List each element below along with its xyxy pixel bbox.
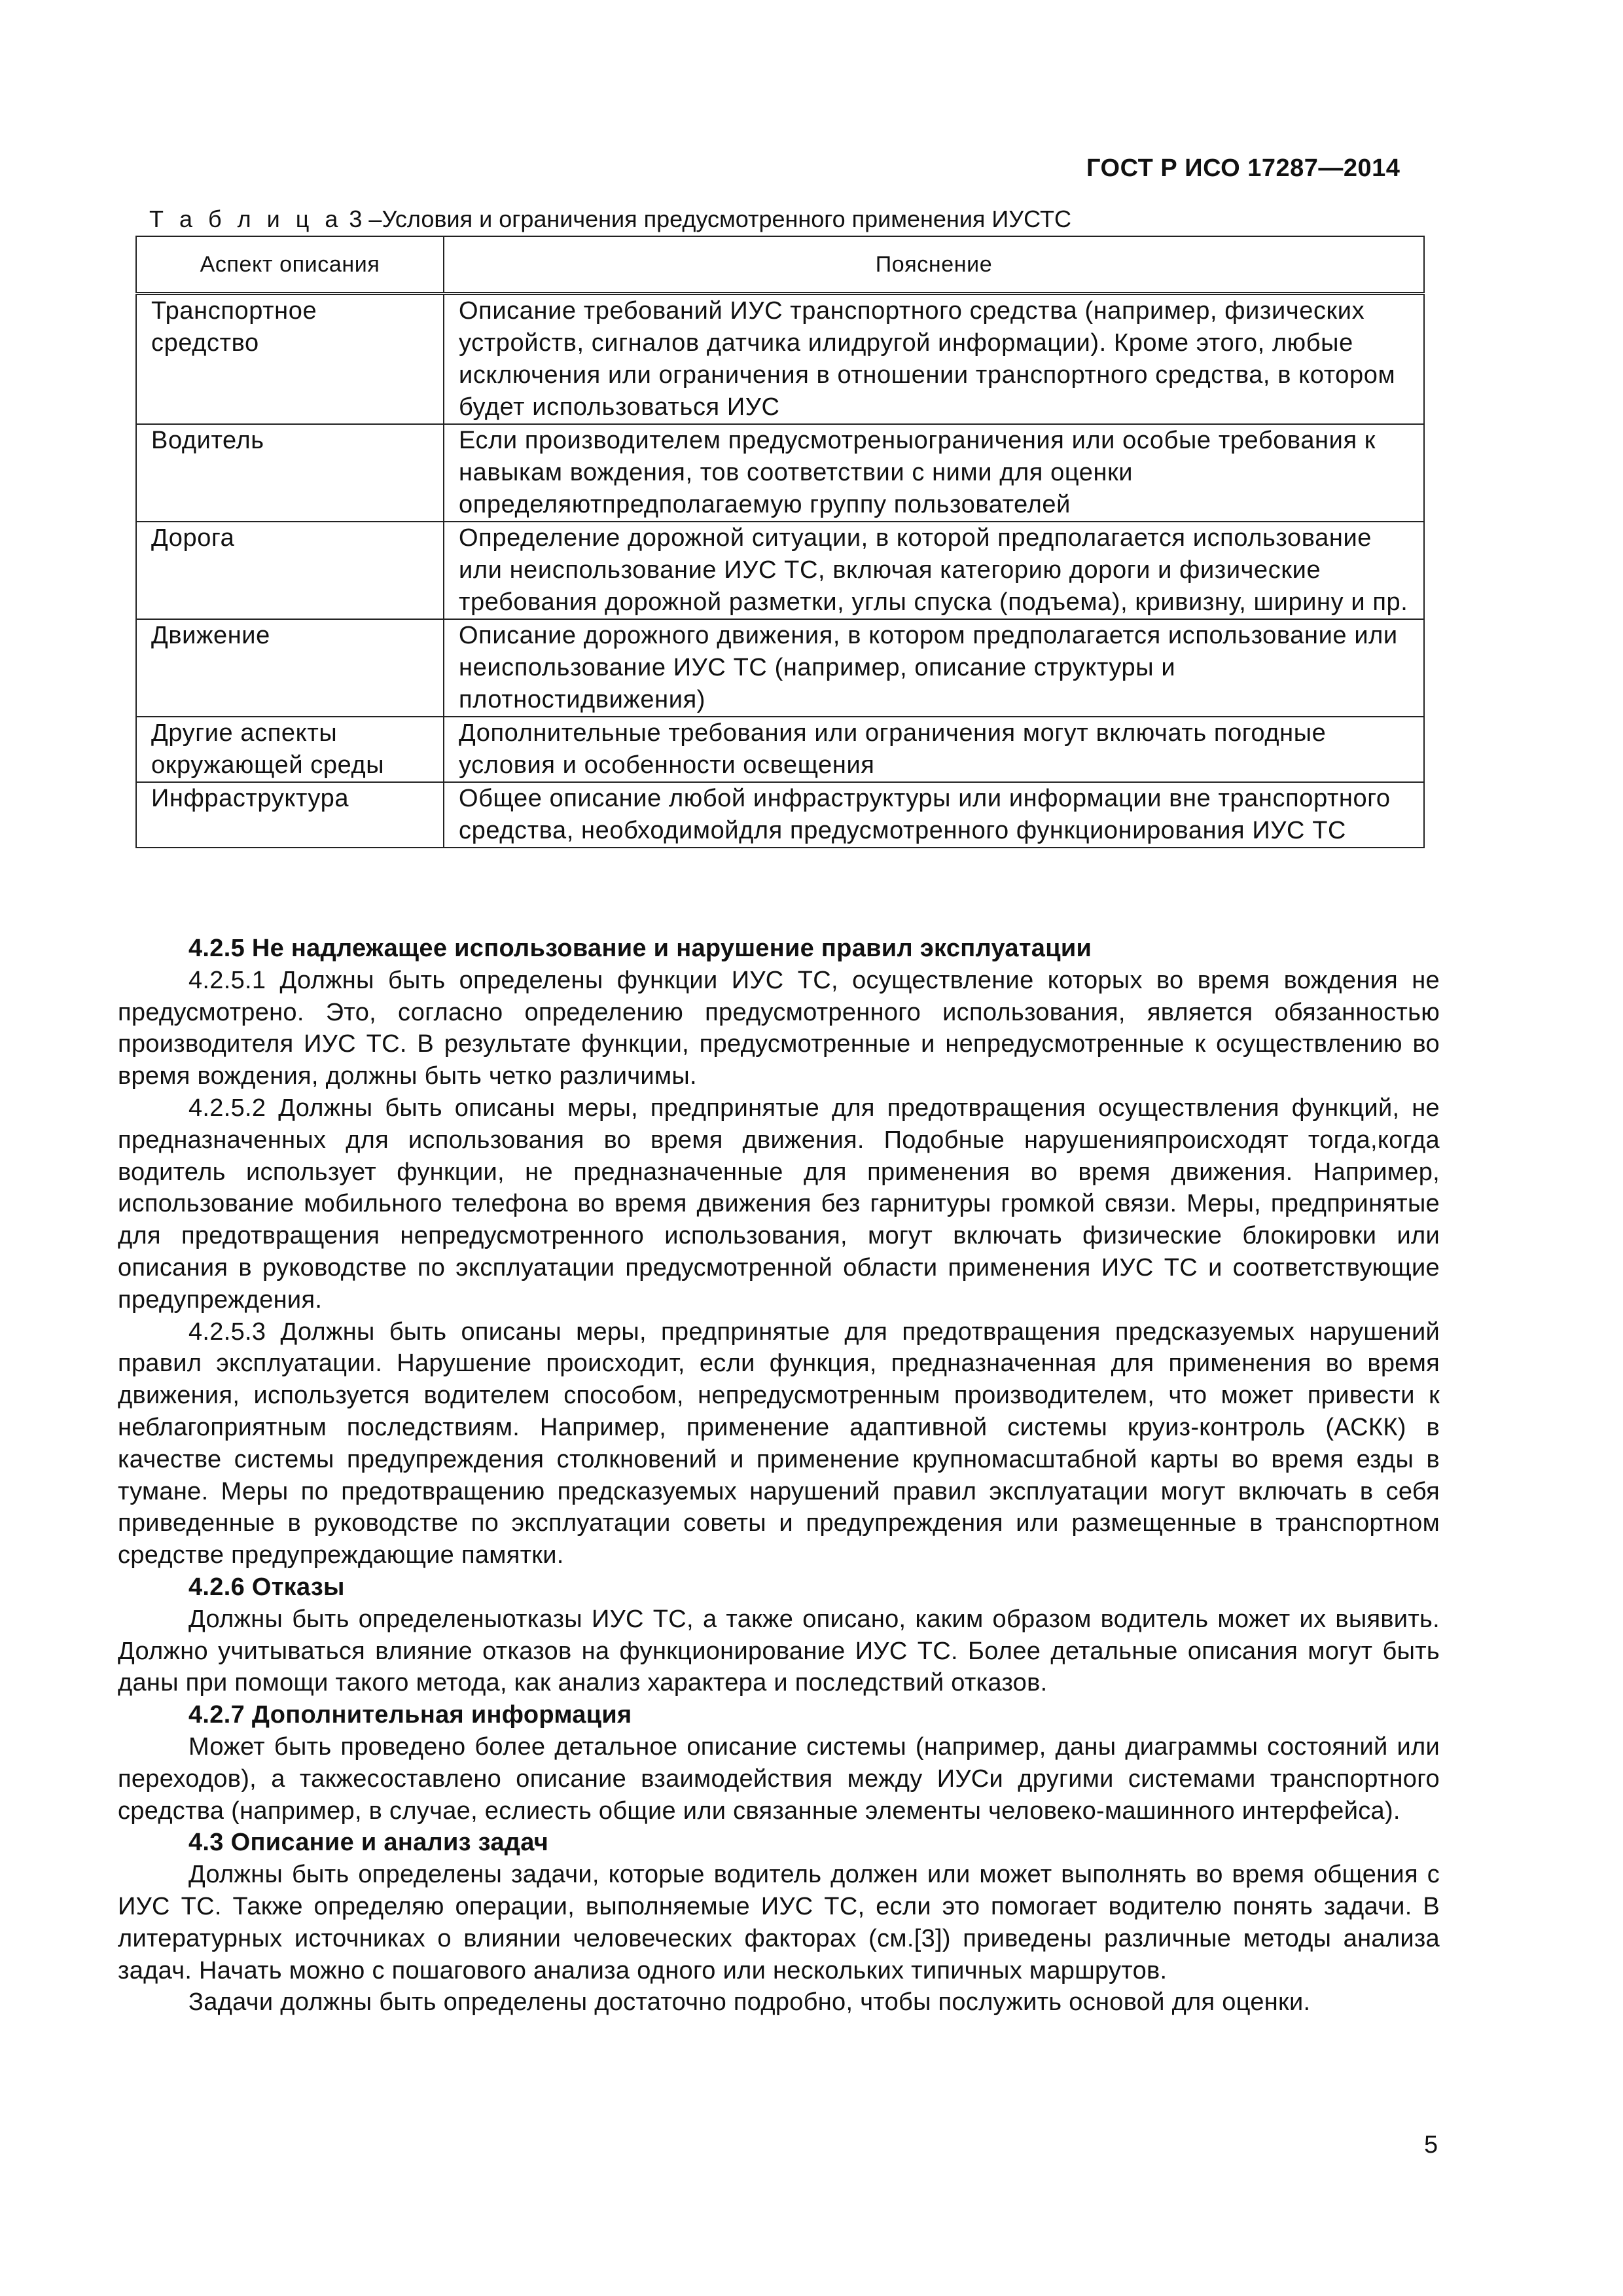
row-explanation-cell: Описание требований ИУС транспортного средства (например, физических устройств, сигналов датчика илидругой информации). Кроме этого, любые исключения или ограничения в отношении транспортного средства, в котором будет использоваться ИУС xyxy=(444,294,1424,425)
paragraph-4-2-7: Может быть проведено более детальное описание системы (например, даны диаграммы состояний или переходов), а такжесоставлено описание взаимодействия между ИУСи другими системами транспортного средства (например, в случае, еслиесть общие или связанные элементы человеко-машинного интерфейса). xyxy=(118,1732,1440,1825)
row-aspect-cell: Дорога xyxy=(136,522,444,619)
standard-code-header: ГОСТ Р ИСО 17287—2014 xyxy=(1086,154,1400,182)
body-text xyxy=(118,933,1440,2018)
row-explanation-cell: Дополнительные требования или ограничения могут включать погодные условия и особенности освещения xyxy=(444,717,1424,782)
table-row xyxy=(136,717,1424,782)
row-aspect-text: Транспортное средство xyxy=(151,297,317,357)
section-heading-4-2-6: 4.2.6 Отказы xyxy=(188,1573,345,1601)
paragraph-4-2-5-3: 4.2.5.3 Должны быть описаны меры, предпринятые для предотвращения предсказуемых нарушений правил эксплуатации. Нарушение происходит, если функция, предназначенная для применения во время движения, используется водителем способом, непредусмотренным производителем, что может привести к неблагоприятным последствиям. Например, применение адаптивной системы круиз-контроль (АСКК) в качестве системы предупреждения столкновений и применение крупномасштабной карты во время езды в тумане. Меры по предотвращению предсказуемых нарушений правил эксплуатации могут включать в себя приведенные в руководстве по эксплуатации советы и предупреждения или размещенные в транспортном средстве предупреждающие памятки. xyxy=(118,1318,1440,1570)
row-explanation-cell: Если производителем предусмотреныограничения или особые требования к навыкам вождения, тов соответствии с ними для оценки определяютпредполагаемую группу пользователей xyxy=(444,424,1424,522)
row-aspect-cell: Инфраструктура xyxy=(136,782,444,848)
page-number: 5 xyxy=(1424,2131,1438,2159)
paragraph-4-2-6: Должны быть определеныотказы ИУС ТС, а также описано, каким образом водитель может их выявить. Должно учитываться влияние отказов на функционирование ИУС ТС. Более детальные описания могут быть даны при помощи такого метода, как анализ характера и последствий отказов. xyxy=(118,1605,1440,1697)
row-aspect-cell: Движение xyxy=(136,619,444,717)
row-explanation-cell: Общее описание любой инфраструктуры или информации вне транспортного средства, необходимойдля предусмотренного функционирования ИУС ТС xyxy=(444,782,1424,848)
column-header-explanation: Пояснение xyxy=(444,236,1424,294)
paragraph-4-3-1: Должны быть определены задачи, которые водитель должен или может выполнять во время общения с ИУС ТС. Также определяю операции, выполняемые ИУС ТС, если это помогает водителю понять задачи. В литературных источниках о влиянии человеческих факторах (см.[3]) приведены различные методы анализа задач. Начать можно с пошагового анализа одного или нескольких типичных маршрутов. xyxy=(118,1861,1440,1984)
row-explanation-cell: Определение дорожной ситуации, в которой предполагается использование или неиспользование ИУС ТС, включая категорию дороги и физические требования дорожной разметки, углы спуска (подъема), кривизну, ширину и пр. xyxy=(444,522,1424,619)
table-caption-title: 3 –Условия и ограничения предусмотренного применения ИУСТС xyxy=(342,206,1071,232)
paragraph-4-3-2: Задачи должны быть определены достаточно подробно, чтобы послужить основой для оценки. xyxy=(188,1988,1311,2017)
row-explanation-cell: Описание дорожного движения, в котором предполагается использование или неиспользование ИУС ТС (например, описание структуры и плотностидвижения) xyxy=(444,619,1424,717)
table-row xyxy=(136,782,1424,848)
row-aspect-cell xyxy=(136,294,444,425)
paragraph-4-2-5-1: 4.2.5.1 Должны быть определены функции ИУС ТС, осуществление которых во время вождения не предусмотрено. Это, согласно определению предусмотренного использования, является обязанностью производителя ИУС ТС. В результате функции, предусмотренные и непредусмотренные к осуществлению во время вождения, должны быть четко различимы. xyxy=(118,966,1440,1090)
row-aspect-cell: Другие аспекты окружающей среды xyxy=(136,717,444,782)
table-row xyxy=(136,522,1424,619)
conditions-table xyxy=(135,236,1425,848)
section-heading-4-2-5: 4.2.5 Не надлежащее использование и нарушение правил эксплуатации xyxy=(188,935,1092,962)
section-heading-4-3: 4.3 Описание и анализ задач xyxy=(188,1829,549,1857)
section-heading-4-2-7: 4.2.7 Дополнительная информация xyxy=(188,1701,632,1729)
table-header-row xyxy=(136,236,1424,294)
table-row xyxy=(136,619,1424,717)
paragraph-4-2-5-2: 4.2.5.2 Должны быть описаны меры, предпринятые для предотвращения осуществления функций, не предназначенных для использования во время движения. Подобные нарушенияпроисходят тогда,когда водитель использует функции, не предназначенные для применения во время движения. Например, использование мобильного телефона во время движения без гарнитуры громкой связи. Меры, предпринятые для предотвращения непредусмотренного использования, могут включать физические блокировки или описания в руководстве по эксплуатации предусмотренной области применения ИУС ТС и соответствующие предупреждения. xyxy=(118,1094,1440,1314)
column-header-aspect: Аспект описания xyxy=(136,236,444,294)
table-row xyxy=(136,294,1424,425)
table-caption-prefix: Т а б л и ц а xyxy=(149,206,343,232)
table-caption xyxy=(149,206,1071,233)
row-aspect-cell: Водитель xyxy=(136,424,444,522)
table-row xyxy=(136,424,1424,522)
